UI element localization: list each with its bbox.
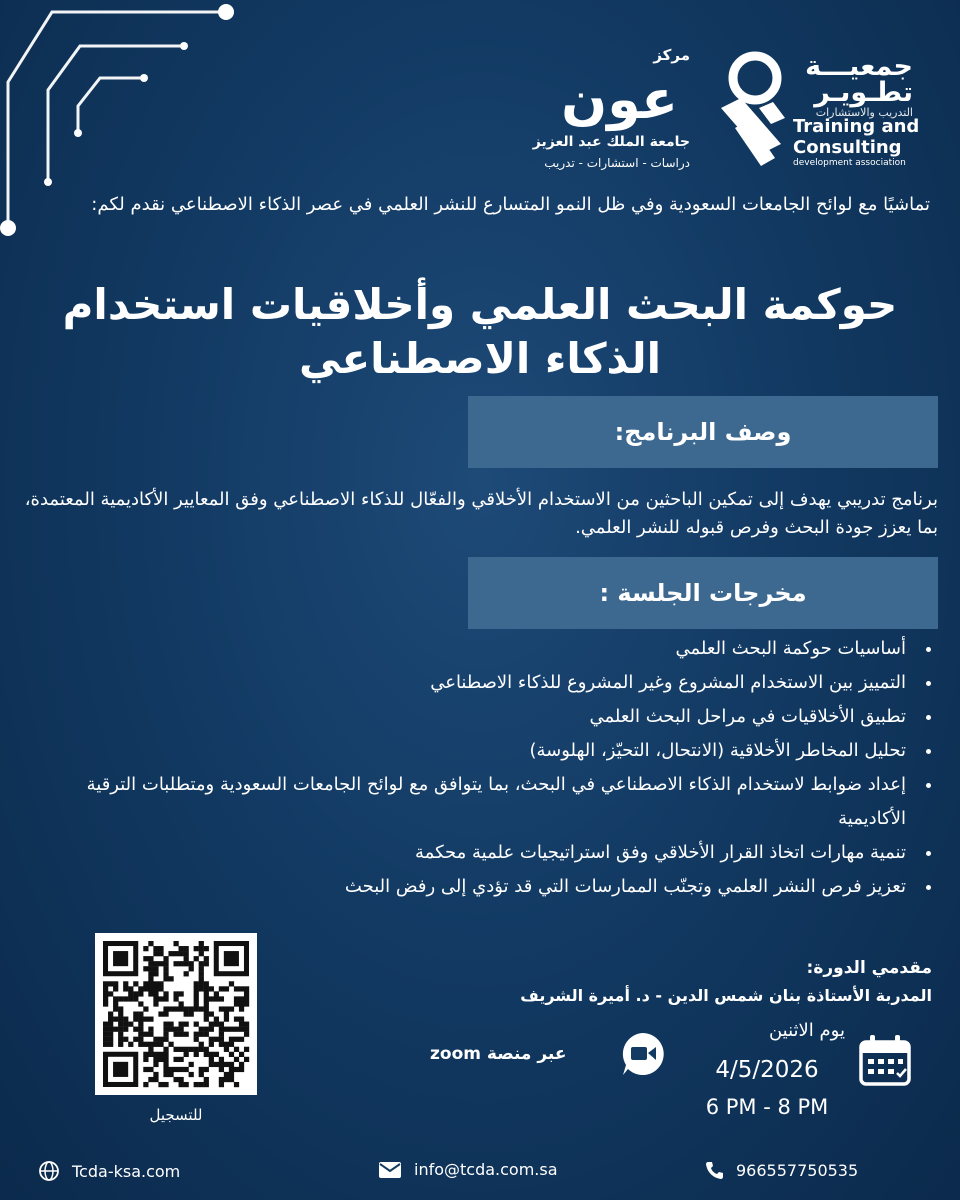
video-camera-icon <box>620 1031 666 1077</box>
list-item: • إعداد ضوابط لاستخدام الذكاء الاصطناعي في البحث، بما يتوافق مع لوائح الجامعات السعودية ومتطلبات الترقية الأكاديمية <box>14 768 914 836</box>
tcda-subtitle-ar: التدريب والاستشارات <box>815 106 913 119</box>
session-day: يوم الاثنين <box>768 1020 845 1041</box>
footer-website[interactable] <box>38 1160 180 1182</box>
calendar-icon <box>858 1034 912 1086</box>
email-text[interactable]: info@tcda.com.sa <box>414 1160 558 1179</box>
tcda-emblem-icon <box>715 48 791 166</box>
tcda-logo <box>715 40 935 175</box>
program-description: برنامج تدريبي يهدف إلى تمكين الباحثين من الاستخدام الأخلاقي والفعّال للذكاء الاصطناعي وفق المعايير الأكاديمية المعتمدة، بما يعزز جودة البحث وفرص قبوله للنشر العلمي. <box>24 489 938 538</box>
session-time: 6 PM - 8 PM <box>705 1095 829 1119</box>
title-line-2: الذكاء الاصطناعي <box>299 334 661 383</box>
globe-icon <box>38 1160 60 1182</box>
list-item: • تطبيق الأخلاقيات في مراحل البحث العلمي <box>14 700 914 734</box>
phone-icon <box>704 1160 724 1180</box>
tcda-name-ar: جمعيـــة تطـويـر <box>805 51 913 108</box>
phone-text[interactable]: 966557750535 <box>736 1160 859 1180</box>
registration-qr-code[interactable] <box>95 933 257 1095</box>
platform-label: عبر منصة zoom <box>430 1044 567 1064</box>
presenters-names: المدربة الأستاذة بنان شمس الدين - د. أميرة الشريف <box>520 986 932 1005</box>
page-title <box>20 278 940 386</box>
list-item: • التمييز بين الاستخدام المشروع وغير المشروع للذكاء الاصطناعي <box>14 666 914 700</box>
session-date: 4/5/2026 <box>715 1057 819 1083</box>
footer-phone[interactable] <box>704 1160 858 1180</box>
awn-center-logo <box>522 42 690 182</box>
list-item: • تحليل المخاطر الأخلاقية (الانتحال، التحيّز، الهلوسة) <box>14 734 914 768</box>
footer-email[interactable] <box>378 1160 558 1179</box>
tcda-name-en: Training and Consulting <box>793 116 920 158</box>
website-text[interactable]: Tcda-ksa.com <box>72 1161 181 1181</box>
intro-text: تماشيًا مع لوائح الجامعات السعودية وفي ظل النمو المتسارع للنشر العلمي في عصر الذكاء الاصطناعي نقدم لكم: <box>91 194 930 215</box>
description-heading: وصف البرنامج: <box>468 396 938 468</box>
qr-label: للتسجيل <box>149 1106 203 1124</box>
awn-markaz-label: مركز <box>653 46 690 64</box>
list-item: • أساسيات حوكمة البحث العلمي <box>14 632 914 666</box>
awn-tagline: دراسات - استشارات - تدريب <box>544 156 690 170</box>
outcomes-heading: مخرجات الجلسة : <box>468 557 938 629</box>
title-line-1: حوكمة البحث العلمي وأخلاقيات استخدام <box>62 280 898 329</box>
mail-icon <box>378 1161 402 1179</box>
tcda-tagline-en: development association <box>793 158 906 168</box>
list-item: • تنمية مهارات اتخاذ القرار الأخلاقي وفق استراتيجيات علمية محكمة <box>14 836 914 870</box>
presenters-heading: مقدمي الدورة: <box>806 958 932 978</box>
awn-name: عون <box>561 68 678 131</box>
awn-university: جامعة الملك عبد العزيز <box>532 134 690 150</box>
qr-code-icon <box>95 933 257 1095</box>
list-item: • تعزيز فرص النشر العلمي وتجنّب الممارسات التي قد تؤدي إلى رفض البحث <box>14 870 914 904</box>
outcomes-list <box>14 632 936 904</box>
